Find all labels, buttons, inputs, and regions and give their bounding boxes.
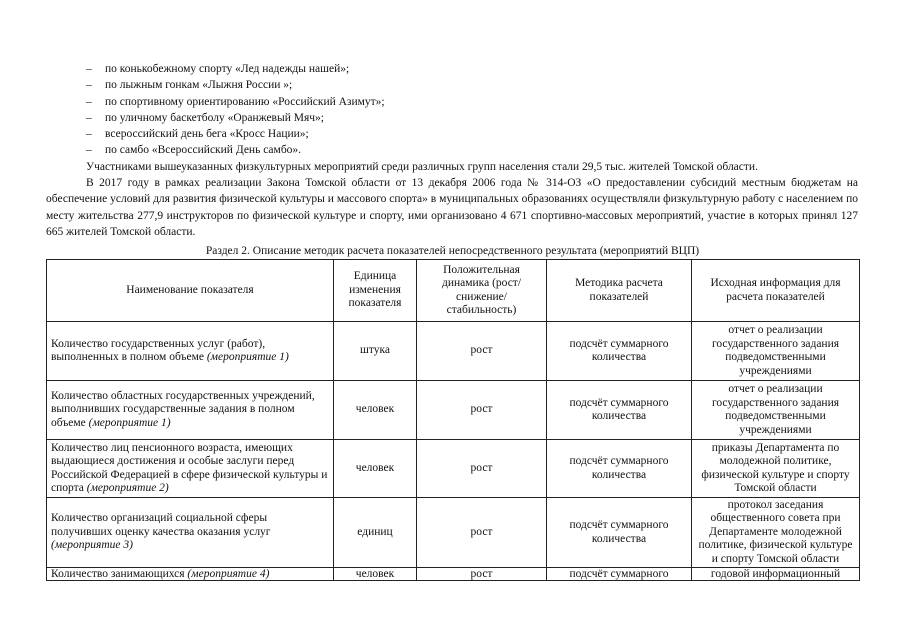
cell-dynamics: рост	[417, 440, 547, 498]
list-item: – по спортивному ориентированию «Российский Азимут»;	[86, 95, 385, 108]
cell-name: Количество лиц пенсионного возраста, имеющих выдающиеся достижения и особые заслуги перед Российской Федерацией в сфере физической культуры и спорта (мероприятие 2)	[47, 440, 334, 498]
cell-source: приказы Департамента по молодежной политике, физической культуре и спорту Томской области	[692, 440, 860, 498]
header-source: Исходная информация для расчета показателей	[692, 260, 860, 322]
cell-method: подсчёт суммарного количества	[547, 322, 692, 381]
header-method: Методика расчета показателей	[547, 260, 692, 322]
cell-source: отчет о реализации государственного задания подведомственными учреждениями	[692, 322, 860, 381]
list-item: – по конькобежному спорту «Лед надежды нашей»;	[86, 63, 350, 75]
cell-source: отчет о реализации государственного задания подведомственными учреждениями	[692, 381, 860, 440]
cell-unit: человек	[334, 568, 417, 581]
indicators-table	[46, 259, 860, 581]
event-ref: (мероприятие 1)	[88, 416, 171, 429]
cell-unit: единиц	[334, 498, 417, 568]
events-list	[86, 61, 846, 159]
cell-name: Количество занимающихся (мероприятие 4)	[47, 568, 334, 581]
event-ref: (мероприятие 4)	[187, 568, 270, 580]
table-row	[47, 498, 860, 568]
table-row	[47, 440, 860, 498]
event-ref: (мероприятие 1)	[206, 351, 289, 363]
table-row	[47, 568, 860, 581]
cell-unit: штука	[334, 322, 417, 381]
event-ref: (мероприятие 3)	[51, 539, 133, 552]
cell-unit: человек	[334, 440, 417, 498]
cell-dynamics: рост	[417, 381, 547, 440]
table-header-row	[47, 260, 860, 322]
cell-unit: человек	[334, 381, 417, 440]
header-unit: Единица изменения показателя	[334, 260, 417, 322]
participants-paragraph: Участниками вышеуказанных физкультурных мероприятий среди различных групп населения стали 29,5 тыс. жителей Томской области.	[86, 161, 758, 173]
cell-method: подсчёт суммарного количества	[547, 381, 692, 440]
cell-dynamics: рост	[417, 498, 547, 568]
header-name: Наименование показателя	[47, 260, 334, 322]
table-row	[47, 381, 860, 440]
cell-method: подсчёт суммарного	[547, 568, 692, 581]
list-item: – по лыжным гонкам «Лыжня России »;	[86, 79, 293, 92]
event-ref: (мероприятие 2)	[86, 482, 169, 494]
cell-dynamics: рост	[417, 568, 547, 581]
cell-source: годовой информационный	[692, 568, 860, 581]
list-item: – по самбо «Всероссийский День самбо».	[86, 144, 302, 157]
list-item: – по уличному баскетболу «Оранжевый Мяч»;	[86, 111, 324, 124]
cell-method: подсчёт суммарного количества	[547, 498, 692, 568]
table-row	[47, 322, 860, 381]
law-paragraph: В 2017 году в рамках реализации Закона Томской области от 13 декабря 2006 года № 314-ОЗ «О предоставлении субсидий местным бюджетам на обеспечение условий для развития физической культуры и массового спорта» в муниципальных образованиях осуществляли физкультурную работу с населением по месту жительства 277,9 инструкторов по физической культуре и спорту, ими организовано 4 671 спортивно-массовых мероприятий, участие в которых принял 127 665 жителей Томской области.	[46, 177, 858, 238]
header-dynamics: Положительная динамика (рост/ снижение/ стабильность)	[417, 260, 547, 322]
cell-method: подсчёт суммарного количества	[547, 440, 692, 498]
cell-name: Количество организаций социальной сферы получивших оценку качества оказания услуг (мероприятие 3)	[47, 498, 334, 568]
list-item: – всероссийский день бега «Кросс Нации»;	[86, 128, 309, 141]
cell-name: Количество областных государственных учреждений, выполнивших государственные задания в полном объеме (мероприятие 1)	[47, 381, 334, 440]
cell-dynamics: рост	[417, 322, 547, 381]
cell-source: протокол заседания общественного совета при Департаменте молодежной политике, физической культуре и спорту Томской области	[692, 498, 860, 568]
cell-name: Количество государственных услуг (работ), выполненных в полном объеме (мероприятие 1)	[47, 322, 334, 381]
section-title: Раздел 2. Описание методик расчета показателей непосредственного результата (мероприятий ВЦП)	[205, 245, 700, 257]
